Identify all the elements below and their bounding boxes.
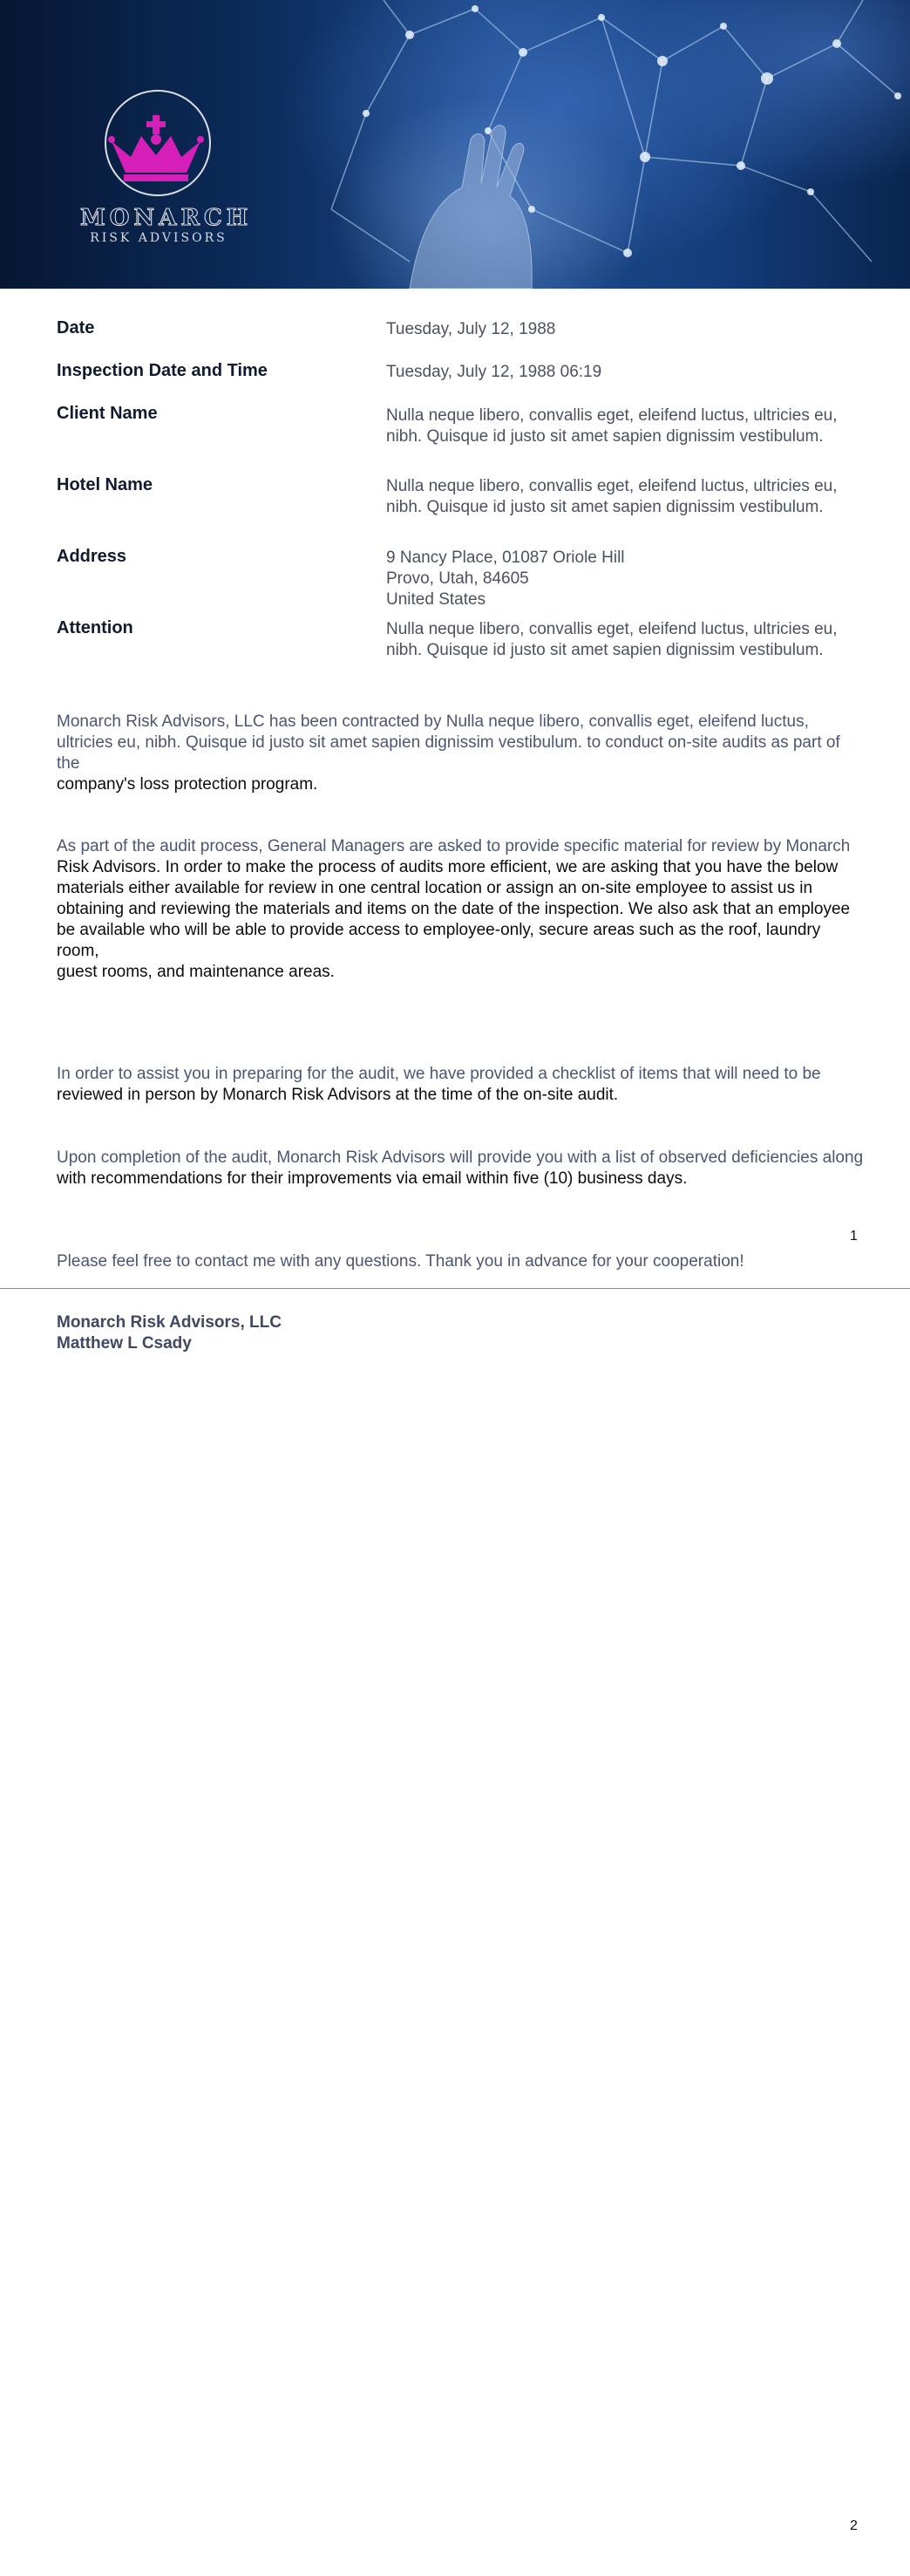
field-value: Nulla neque libero, convallis eget, eleifend luctus, ultricies eu, nibh. Quisque id justo sit amet sapien dignissim vestibulum. xyxy=(386,620,838,659)
field-value: Nulla neque libero, convallis eget, eleifend luctus, ultricies eu, nibh. Quisque id justo sit amet sapien dignissim vestibulum. xyxy=(386,406,838,446)
paragraph-completion xyxy=(57,1148,867,1189)
field-value: Tuesday, July 12, 1988 xyxy=(386,320,556,338)
paragraph-dark-text: Risk Advisors. In order to make the process of audits more efficient, we are asking that you have the below materials either available for review in one central location or assign an on-site employee to assist us in obtaining and reviewing the materials and items on the date of the inspection. We also ask that an employee xyxy=(57,858,851,918)
address-line: United States xyxy=(386,590,486,609)
paragraph-dark-text: reviewed in person by Monarch Risk Advisors at the time of the on-site audit. xyxy=(57,1086,619,1104)
crown-icon xyxy=(105,105,207,183)
paragraph-muted-text: Upon completion of the audit, Monarch Risk Advisors will provide you with a list of observed deficiencies along xyxy=(57,1148,864,1167)
paragraph-audit-process xyxy=(57,836,867,983)
field-label: Hotel Name xyxy=(57,475,153,494)
field-label: Attention xyxy=(57,618,133,637)
field-label: Address xyxy=(57,547,127,566)
address-line: 9 Nancy Place, 01087 Oriole Hill xyxy=(386,549,625,567)
paragraph-dark-text: be available who will be able to provide access to employee-only, secure areas such as the roof, laundry room, xyxy=(57,921,821,960)
paragraph-muted-text: As part of the audit process, General Managers are asked to provide specific material for review by Monarch xyxy=(57,837,851,855)
paragraph-checklist xyxy=(57,1064,867,1106)
page-divider xyxy=(0,1288,910,1289)
signature-person: Matthew L Csady xyxy=(57,1334,192,1353)
paragraph-muted-text: Monarch Risk Advisors, LLC has been contracted by Nulla neque libero, convallis eget, eleifend luctus, ultricies eu, nibh. Quisque id justo sit amet sapien dignissim vestibulum. to conduct on-site audits as part of the xyxy=(57,712,840,773)
paragraph-muted-text: Please feel free to contact me with any questions. Thank you in advance for your cooperation! xyxy=(57,1252,744,1271)
signature-company: Monarch Risk Advisors, LLC xyxy=(57,1313,282,1332)
field-label: Inspection Date and Time xyxy=(57,361,268,380)
field-value: Tuesday, July 12, 1988 06:19 xyxy=(386,363,602,381)
address-line: Provo, Utah, 84605 xyxy=(386,569,529,588)
brand-tagline: RISK ADVISORS xyxy=(90,231,228,245)
paragraph-dark-text: with recommendations for their improvements via email within five (10) business days. xyxy=(57,1169,688,1188)
field-value: Nulla neque libero, convallis eget, eleifend luctus, ultricies eu, nibh. Quisque id justo sit amet sapien dignissim vestibulum. xyxy=(386,477,838,516)
page-number: 1 xyxy=(850,1229,858,1244)
brand-name: MONARCH xyxy=(80,205,253,231)
paragraph-contract xyxy=(57,712,867,795)
field-value xyxy=(386,548,874,610)
field-label: Date xyxy=(57,318,95,337)
page-number: 2 xyxy=(850,2518,858,2533)
field-label: Client Name xyxy=(57,404,158,423)
paragraph-closing xyxy=(57,1251,867,1272)
header-banner xyxy=(0,0,910,289)
paragraph-muted-text: In order to assist you in preparing for the audit, we have provided a checklist of items that will need to be xyxy=(57,1065,821,1083)
paragraph-dark-text: company's loss protection program. xyxy=(57,775,318,794)
paragraph-dark-text: guest rooms, and maintenance areas. xyxy=(57,963,335,981)
